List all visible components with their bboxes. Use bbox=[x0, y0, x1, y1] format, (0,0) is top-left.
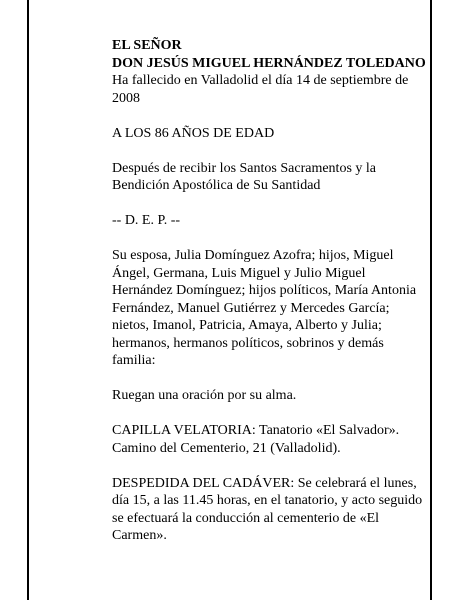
rip-line: -- D. E. P. -- bbox=[112, 213, 181, 228]
obituary-text bbox=[112, 37, 424, 545]
sacraments-statement: Después de recibir los Santos Sacramentos y la Bendición Apostólica de Su Santidad bbox=[112, 160, 376, 193]
left-border-line bbox=[27, 0, 29, 600]
family-paragraph: Su esposa, Julia Domínguez Azofra; hijos, Miguel Ángel, Germana, Luis Miguel y Julio Miguel Hernández Domínguez; hijos políticos, María Antonia Fernández, Manuel Gutiérrez y Mercedes García; nietos, Imanol, Patricia, Amaya, Alberto y Julia; hermanos, hermanos políticos, sobrinos y demás familia: bbox=[112, 248, 417, 368]
age-statement: A LOS 86 AÑOS DE EDAD bbox=[112, 125, 275, 141]
deceased-name: DON JESÚS MIGUEL HERNÁNDEZ TOLEDANO bbox=[112, 55, 426, 71]
right-border-line bbox=[430, 0, 432, 600]
death-announcement: Ha fallecido en Valladolid el día 14 de septiembre de 2008 bbox=[112, 73, 409, 106]
prayer-request: Ruegan una oración por su alma. bbox=[112, 388, 297, 403]
title-honorific: EL SEÑOR bbox=[112, 38, 182, 53]
chapel-paragraph: CAPILLA VELATORIA: Tanatorio «El Salvador». Camino del Cementerio, 21 (Valladolid). bbox=[112, 423, 400, 456]
farewell-paragraph: DESPEDIDA DEL CADÁVER: Se celebrará el lunes, día 15, a las 11.45 horas, en el tanatorio, y acto seguido se efectuará la conducción al cementerio de «El Carmen». bbox=[112, 475, 423, 543]
